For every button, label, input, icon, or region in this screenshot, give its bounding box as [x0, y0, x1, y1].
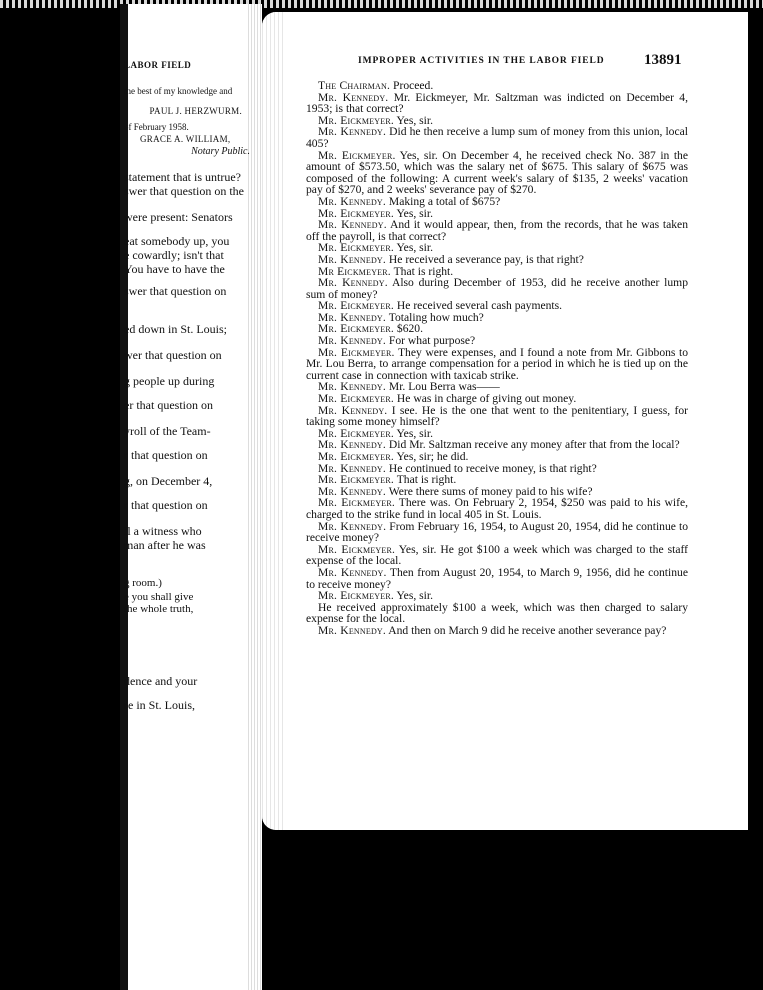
left-line: were present: Senators [124, 210, 233, 224]
left-signature-name: PAUL J. HERZWURM. [149, 106, 242, 116]
left-line: g, on December 4, [124, 474, 213, 488]
speech-text: Yes, sir. [394, 426, 433, 440]
left-line: wer that question on [124, 348, 222, 362]
speaker-name: Mr. Eickmeyer. [318, 113, 394, 127]
speech-text: Then from August 20, 1954, to March 9, 1956, did he continue to receive money? [306, 565, 688, 591]
left-line: the best of my knowledge and [124, 86, 233, 96]
speech-text: Mr. Lou Berra was—— [386, 380, 500, 394]
speaker-name: Mr. Kennedy. [318, 484, 386, 498]
speaker-name: Mr. Eickmeyer. [318, 206, 394, 220]
left-line: e cowardly; isn't that [124, 248, 224, 262]
left-line: swer that question on [124, 284, 227, 298]
speech-text: That is right. [390, 264, 454, 278]
speech-text: From February 16, 1954, to August 20, 1954, did he continue to receive money? [306, 519, 689, 545]
speech-text: He continued to receive money, is that right? [386, 461, 597, 475]
left-running-head: LABOR FIELD [124, 60, 192, 70]
left-line: g room.) [124, 577, 162, 589]
speech-text: Making a total of $675? [386, 194, 501, 208]
left-line: e you shall give [124, 591, 194, 603]
speaker-name: Mr. Kennedy. [318, 565, 387, 579]
left-line: of February 1958. [124, 122, 189, 132]
scan-top-edge [0, 0, 763, 8]
speaker-name: Mr. Kennedy. [318, 438, 386, 452]
speech-text: And it would appear, then, from the records, that he was taken off the payroll, is that correct? [306, 218, 689, 243]
speech-text: There was. On February 2, 1954, $250 was paid to his wife, charged to the strike fund in local 405 in St. Louis. [306, 496, 689, 521]
testimony-paragraph [306, 347, 688, 382]
speaker-name: Mr. Kennedy. [318, 623, 386, 637]
speech-text: And then on March 9 did he receive another severance pay? [386, 623, 667, 637]
speaker-name: Mr. Eickmeyer. [318, 542, 396, 556]
left-line: the whole truth, [124, 603, 194, 615]
speech-text: He received a severance pay, is that right? [386, 252, 584, 266]
speech-text: $620. [394, 322, 423, 336]
speech-text: They were expenses, and I found a note from Mr. Gibbons to Mr. Lou Berra, to arrange compensation for a period in which he is tied up on the current case in connection with taxicab strike. [306, 345, 688, 382]
speech-text: Did he then receive a lump sum of money from this union, local 405? [306, 125, 688, 150]
speech-text: Yes, sir; he did. [394, 450, 469, 463]
speaker-name: Mr. Eickmeyer. [318, 322, 394, 336]
testimony-paragraph [306, 625, 688, 637]
left-notary-title: Notary Public. [191, 146, 250, 157]
speech-text: I see. He is the one that went to the penitentiary, I guess, for taking some money himself? [306, 403, 688, 429]
testimony-paragraph [306, 567, 688, 590]
left-line: swer that question on the [124, 184, 244, 198]
left-page-fragment [120, 4, 262, 990]
testimony-text [306, 80, 688, 637]
speech-text: Did Mr. Saltzman receive any money after that from the local? [386, 438, 680, 452]
speaker-name: Mr. Eickmeyer. [318, 241, 394, 255]
left-line: ll a witness who [124, 524, 202, 538]
testimony-paragraph [306, 405, 688, 428]
left-line: r that question on [124, 498, 208, 512]
left-line: man after he was [124, 538, 206, 552]
left-line: statement that is untrue? [124, 170, 241, 184]
left-line: dence and your [124, 674, 198, 688]
speaker-name: Mr. Kennedy. [318, 90, 389, 104]
left-notary-name: GRACE A. WILLIAM, [140, 134, 231, 144]
speaker-name: Mr. Eickmeyer. [318, 496, 396, 510]
speaker-name: Mr. Eickmeyer. [318, 473, 394, 487]
speaker-name: Mr. Eickmeyer. [318, 299, 394, 313]
left-line: re in St. Louis, [124, 698, 195, 712]
speaker-name: Mr. Kennedy. [318, 252, 386, 266]
speech-text: Yes, sir. [394, 113, 433, 127]
testimony-paragraph [306, 497, 688, 520]
speech-text: For what purpose? [386, 334, 476, 348]
speaker-name: Mr Eickmeyer. [318, 264, 391, 278]
testimony-paragraph [306, 150, 688, 196]
main-page [262, 12, 748, 830]
main-page-gutter [262, 12, 284, 830]
speaker-name: Mr. Eickmeyer. [318, 345, 395, 359]
speech-text: Proceed. [390, 79, 434, 92]
left-line: er that question on [124, 398, 213, 412]
speech-text: Yes, sir. On December 4, he received check No. 387 in the amount of $573.50, which was the salary net of $675. This salary of $675 was composed of the following: A current week's salary of $135, 2 weeks' vacation pay of $270, and 2 weeks' severance pay of $270. [306, 148, 689, 197]
speaker-name: The Chairman. [318, 79, 391, 92]
speech-text: Yes, sir. [394, 206, 433, 220]
testimony-paragraph [306, 219, 688, 242]
speaker-name: Mr. Kennedy. [318, 218, 387, 232]
speaker-name: Mr. Eickmeyer. [318, 392, 394, 406]
speech-text: He received approximately $100 a week, which was then charged to salary expense for the local. [306, 600, 688, 626]
speaker-name: Mr. Eickmeyer. [318, 450, 394, 463]
speech-text: He was in charge of giving out money. [394, 392, 577, 406]
speaker-name: Mr. Eickmeyer. [318, 148, 396, 162]
left-line: ed down in St. Louis; [124, 322, 228, 336]
speaker-name: Mr. Kennedy. [318, 334, 386, 348]
speaker-name: Mr. Kennedy. [318, 125, 387, 139]
speaker-name: Mr. Eickmeyer. [318, 426, 394, 440]
speech-text: That is right. [394, 473, 457, 487]
page-number: 13891 [644, 52, 682, 68]
speaker-name: Mr. Kennedy. [318, 403, 388, 417]
speech-text: Mr. Eickmeyer, Mr. Saltzman was indicted on December 4, 1953; is that correct? [306, 90, 689, 116]
testimony-paragraph [306, 544, 688, 567]
left-line: yroll of the Team- [124, 424, 211, 438]
left-line: r that question on [124, 448, 208, 462]
left-line: g people up during [124, 374, 215, 388]
speaker-name: Mr. Kennedy. [318, 380, 386, 394]
running-head: IMPROPER ACTIVITIES IN THE LABOR FIELD [358, 56, 605, 66]
speech-text: Were there sums of money paid to his wife? [386, 484, 593, 498]
speaker-name: Mr. Kennedy. [318, 276, 388, 290]
speaker-name: Mr. Kennedy. [318, 461, 386, 475]
left-line: You have to have the [124, 262, 225, 276]
speech-text: He received several cash payments. [394, 299, 563, 313]
speaker-name: Mr. Kennedy. [318, 310, 386, 324]
testimony-paragraph [306, 521, 688, 544]
speech-text: Yes, sir. [394, 589, 433, 603]
speaker-name: Mr. Kennedy. [318, 194, 386, 208]
speech-text: Yes, sir. [394, 241, 433, 255]
testimony-paragraph [306, 602, 688, 625]
speaker-name: Mr. Eickmeyer. [318, 589, 394, 603]
testimony-paragraph [306, 92, 688, 115]
left-line: eat somebody up, you [124, 234, 230, 248]
testimony-paragraph [306, 277, 688, 300]
speech-text: Yes, sir. He got $100 a week which was charged to the staff expense of the local. [306, 542, 689, 568]
speech-text: Totaling how much? [386, 310, 484, 324]
speech-text: Also during December of 1953, did he receive another lump sum of money? [306, 276, 688, 301]
speaker-name: Mr. Kennedy. [318, 519, 387, 533]
testimony-paragraph [306, 126, 688, 149]
left-page-gutter [248, 4, 262, 990]
